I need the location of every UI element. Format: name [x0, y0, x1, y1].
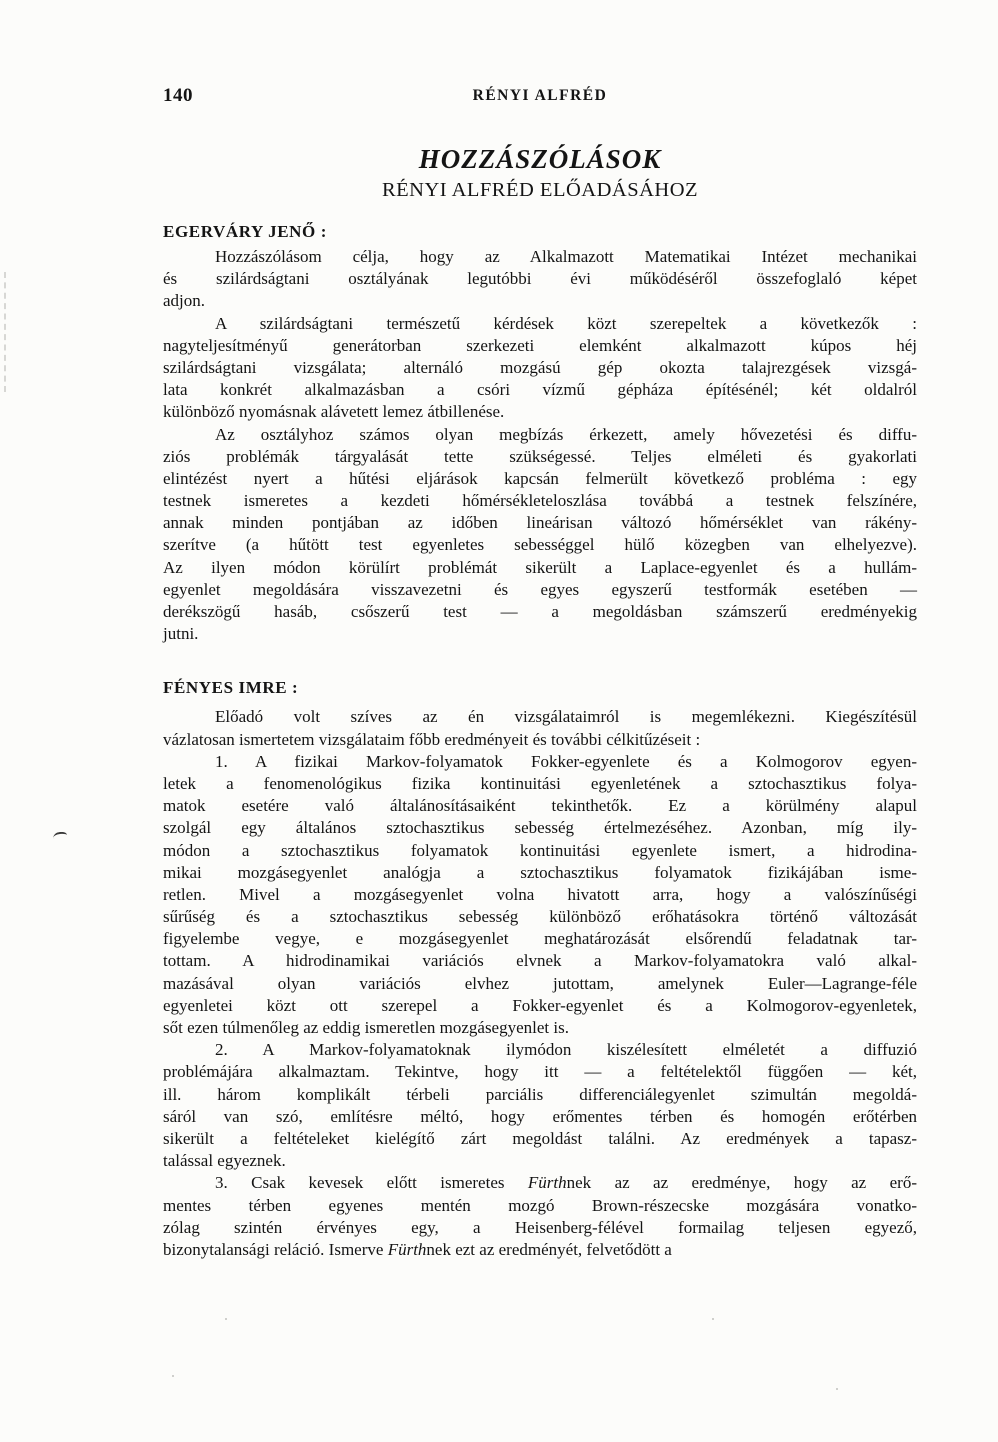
text-line: sőt ezen túlmenőleg az eddig ismeretlen mozgásegyenlet is. — [163, 1018, 569, 1037]
text-line: vázlatosan ismertetem vizsgálataim főbb eredményeit és további célkitűzéseit : — [163, 729, 701, 749]
discussion-sections — [163, 221, 917, 1261]
running-header: RÉNYI ALFRÉD — [472, 87, 608, 104]
scan-speck — [225, 1318, 227, 1320]
text-line: sikerült a feltételeket kielégítő zárt megoldást találni. Az eredmények a tapasz- — [163, 1128, 917, 1148]
paragraph — [163, 313, 917, 424]
text-line: elintézést nyert a hűtési eljárások kapcsán felmerült következő probléma : egy — [163, 468, 917, 488]
text-line: ill. három komplikált térbeli parciális differenciálegyenlet szimultán megoldá- — [163, 1084, 917, 1104]
text-line: szerítve (a hűtött test egyenletes sebességgel hülő közegben van elhelyezve). — [163, 535, 917, 555]
article-title: HOZZÁSZÓLÁSOK — [418, 144, 662, 174]
text-line: módon a sztochasztikus folyamatok kontinuitási egyenlete ismert, a hidrodina- — [163, 840, 917, 860]
scan-speck — [836, 1388, 838, 1390]
text-line: egyenlet megoldására visszavezetni és egyes egyszerű testformák esetében — — [163, 579, 917, 599]
text-line: 2. A Markov-folyamatoknak ilymódon kiszélesített elméletét a diffuzió — [215, 1040, 917, 1060]
text-line: különböző nyomásnak alávetett lemez átbillenése. — [163, 402, 505, 422]
speaker-heading: FÉNYES IMRE : — [163, 678, 299, 698]
article-subtitle: RÉNYI ALFRÉD ELŐADÁSÁHOZ — [381, 179, 699, 201]
text-line: annak minden pontjában az időben lineárisan változó hőmérséklet van rákény- — [163, 513, 917, 533]
text-line: problémájára alkalmaztam. Tekintve, hogy itt — a feltételektől függően — két, — [163, 1062, 917, 1082]
text-line: testnek ismeretes a kezdeti hőmérsékleteloszlása továbbá a testnek felszínére, — [163, 491, 917, 511]
paragraph — [163, 751, 917, 1039]
text-line: mikai mozgásegyenlet analógja a sztochasztikus folyamatok fizikájában isme- — [163, 862, 917, 882]
text-line: nagyteljesítményű generátorban szerkezeti elemként alkalmazott kúpos héj — [163, 335, 917, 355]
scan-edge-artifact — [4, 272, 6, 392]
text-line: letek a fenomenológikus fizika kontinuitási egyenletének a sztochasztikus folya- — [163, 773, 917, 793]
text-line: és szilárdságtani osztályának legutóbbi évi működéséről összefoglaló képet — [163, 269, 917, 289]
text-line: zólag szintén érvényes egy, a Heisenberg-félével formailag teljesen egyező, — [163, 1217, 917, 1237]
text-line: matok esetére való általánosításaiként tekinthetők. Ez a körülmény alapul — [163, 796, 917, 816]
speaker-heading: EGERVÁRY JENŐ : — [163, 222, 327, 241]
margin-pen-mark — [53, 832, 67, 839]
scan-speck — [172, 1375, 174, 1377]
text-column — [163, 0, 917, 1261]
text-line: tottam. A hidrodinamikai variációs elvnek a Markov-folyamatokra való alkal- — [163, 951, 917, 971]
paragraph — [163, 246, 917, 313]
paragraph — [163, 1039, 917, 1172]
text-line: 3. Csak kevesek előtt ismeretes Fürthnek az az eredménye, hogy az erő- — [215, 1173, 917, 1193]
speaker-section — [163, 677, 917, 1261]
text-line: jutni. — [163, 624, 199, 644]
speaker-section — [163, 221, 917, 645]
text-line: mentes térben egyenes mentén mozgó Brown-részecske mozgására vonatko- — [163, 1195, 917, 1215]
page-header — [163, 86, 917, 106]
text-line: Az ilyen módon körülírt problémát sikerült a Laplace-egyenlet és a hullám- — [163, 557, 917, 577]
text-line: sűrűség és a sztochasztikus sebesség különböző erőhatásokra történő változását — [163, 907, 917, 927]
text-line: 1. A fizikai Markov-folyamatok Fokker-egyenlete és a Kolmogorov egyen- — [215, 751, 917, 771]
text-line: lata konkrét alkalmazásban a csóri vízmű gépháza építésénél; két oldalról — [163, 380, 917, 400]
text-line: talással egyeznek. — [163, 1151, 286, 1171]
text-line: mazásával olyan variációs elvhez jutottam, amelynek Euler—Lagrange-féle — [163, 973, 917, 993]
text-line: Az osztályhoz számos olyan megbízás érkezett, amely hővezetési és diffu- — [215, 424, 917, 444]
text-line: egyenletei közt ott szerepel a Fokker-egyenlet és a Kolmogorov-egyenletek, — [163, 995, 917, 1015]
text-line: Hozzászólásom célja, hogy az Alkalmazott Matematikai Intézet mechanikai — [215, 247, 917, 266]
text-line: bizonytalansági reláció. Ismerve Fürthnek ezt az eredményét, felvetődött a — [163, 1239, 672, 1259]
paragraph — [163, 1172, 917, 1261]
text-line: sáról van szó, említésre méltó, hogy erőmentes térben és homogén erőtérben — [163, 1106, 917, 1126]
text-line: szilárdságtani vizsgálata; alternáló mozgású gép okozta talajrezgések vizsgá- — [163, 357, 917, 377]
text-line: retlen. Mivel a mozgásegyenlet volna hivatott arra, hogy a valószínűségi — [163, 884, 917, 904]
text-line: derékszögű hasáb, csőszerű test — a megoldásban számszerű eredményekig — [163, 602, 917, 621]
page-number: 140 — [163, 85, 193, 106]
paragraph — [163, 424, 917, 646]
text-line: adjon. — [163, 291, 206, 311]
scan-speck — [712, 1318, 714, 1320]
text-line: Előadó volt szíves az én vizsgálataimról is megemlékezni. Kiegészítésül — [215, 707, 917, 727]
text-line: figyelembe vegye, e mozgásegyenlet meghatározását elsőrendű feladatnak tar- — [163, 929, 917, 949]
text-line: A szilárdságtani természetű kérdések közt szerepeltek a következők : — [215, 313, 917, 333]
text-line: szolgál egy általános sztochasztikus sebesség értelmezéséhez. Azonban, míg ily- — [163, 818, 917, 838]
paragraph — [163, 706, 917, 750]
text-line: ziós problémák tárgyalását tette szükségessé. Teljes elméleti és gyakorlati — [163, 446, 917, 466]
